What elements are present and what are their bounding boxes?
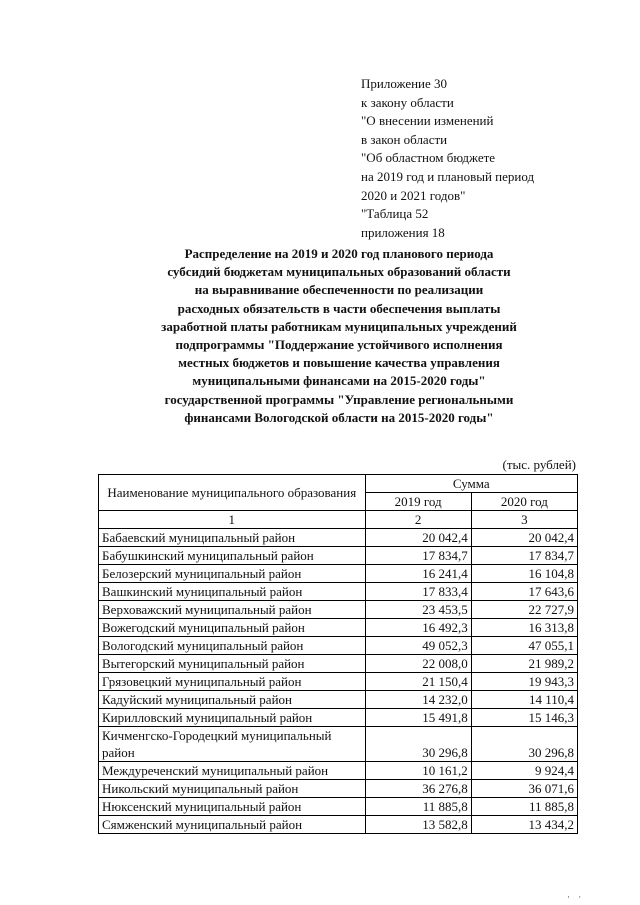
amount-2020: 47 055,1 xyxy=(471,637,577,655)
title-line: государственной программы "Управление региональными xyxy=(164,391,514,407)
title-line: расходных обязательств в части обеспечения выплаты xyxy=(177,300,501,316)
amount-2019: 21 150,4 xyxy=(365,673,471,691)
table-row xyxy=(99,529,578,547)
title-line: финансами Вологодской области на 2015-2020 годы" xyxy=(184,409,494,425)
amount-2020: 17 643,6 xyxy=(471,583,577,601)
header-sum: Сумма xyxy=(365,475,577,493)
amount-2019: 17 834,7 xyxy=(365,547,471,565)
title-line: на выравнивание обеспеченности по реализации xyxy=(194,282,484,298)
amount-2019: 10 161,2 xyxy=(365,762,471,780)
column-number: 2 xyxy=(365,511,471,529)
table-row xyxy=(99,583,578,601)
appendix-line: приложения 18 xyxy=(361,224,445,240)
table-row xyxy=(99,780,578,798)
amount-2019: 49 052,3 xyxy=(365,637,471,655)
table-row xyxy=(99,673,578,691)
municipality-name: Бабушкинский муниципальный район xyxy=(99,547,366,565)
table-row xyxy=(99,619,578,637)
amount-2019: 23 453,5 xyxy=(365,601,471,619)
units-label: (тыс. рублей) xyxy=(502,457,576,472)
column-number: 1 xyxy=(99,511,366,529)
amount-2019: 16 492,3 xyxy=(365,619,471,637)
table-row xyxy=(99,798,578,816)
amount-2020: 16 313,8 xyxy=(471,619,577,637)
title-line: Распределение на 2019 и 2020 год планового периода xyxy=(184,246,494,261)
amount-2020: 16 104,8 xyxy=(471,565,577,583)
amount-2019: 22 008,0 xyxy=(365,655,471,673)
table-row xyxy=(99,565,578,583)
municipality-name: Верховажский муниципальный район xyxy=(99,601,366,619)
amount-2019: 36 276,8 xyxy=(365,780,471,798)
table-row xyxy=(99,709,578,727)
title-line: субсидий бюджетам муниципальных образований области xyxy=(167,264,511,280)
table-row xyxy=(99,655,578,673)
appendix-line: "Об областном бюджете xyxy=(361,150,496,166)
municipality-name: Белозерский муниципальный район xyxy=(99,565,366,583)
municipality-name: Сямженский муниципальный район xyxy=(99,816,366,834)
page-marks: · · xyxy=(567,892,585,902)
municipality-name: Нюксенский муниципальный район xyxy=(99,798,366,816)
amount-2020: 17 834,7 xyxy=(471,547,577,565)
table-row xyxy=(99,762,578,780)
amount-2020: 36 071,6 xyxy=(471,780,577,798)
appendix-line: "Таблица 52 xyxy=(361,206,429,222)
appendix-line: 2020 и 2021 годов" xyxy=(361,187,466,203)
municipality-name: Междуреченский муниципальный район xyxy=(99,762,366,780)
municipality-name: Грязовецкий муниципальный район xyxy=(99,673,366,691)
table-row xyxy=(99,637,578,655)
amount-2019: 15 491,8 xyxy=(365,709,471,727)
title-line: подпрограммы "Поддержание устойчивого исполнения xyxy=(175,337,503,353)
header-2019: 2019 год xyxy=(365,493,471,511)
municipality-name: Вытегорский муниципальный район xyxy=(99,655,366,673)
appendix-line: на 2019 год и плановый период xyxy=(361,168,535,184)
amount-2020: 11 885,8 xyxy=(471,798,577,816)
amount-2019: 30 296,8 xyxy=(365,727,471,762)
column-number: 3 xyxy=(471,511,577,529)
amount-2020: 20 042,4 xyxy=(471,529,577,547)
table-row xyxy=(99,601,578,619)
table-row xyxy=(99,727,578,762)
title-line: местных бюджетов и повышение качества управления xyxy=(178,355,500,371)
amount-2020: 13 434,2 xyxy=(471,816,577,834)
municipality-name: Бабаевский муниципальный район xyxy=(99,529,366,547)
municipality-name: Кичменгско-Городецкий муниципальный район xyxy=(99,727,366,762)
document-title xyxy=(100,245,578,427)
amount-2019: 11 885,8 xyxy=(365,798,471,816)
table-body xyxy=(99,529,578,834)
amount-2020: 15 146,3 xyxy=(471,709,577,727)
title-line: муниципальными финансами на 2015-2020 годы" xyxy=(192,373,486,389)
appendix-line: Приложение 30 xyxy=(361,76,448,91)
municipality-name: Кадуйский муниципальный район xyxy=(99,691,366,709)
table-row xyxy=(99,691,578,709)
appendix-note xyxy=(361,75,534,242)
amount-2020: 9 924,4 xyxy=(471,762,577,780)
municipality-name: Вологодский муниципальный район xyxy=(99,637,366,655)
municipality-name: Кирилловский муниципальный район xyxy=(99,709,366,727)
appendix-line: к закону области xyxy=(361,94,454,110)
table-row xyxy=(99,816,578,834)
header-name: Наименование муниципального образования xyxy=(99,475,366,511)
municipality-name: Никольский муниципальный район xyxy=(99,780,366,798)
municipality-name: Вожегодский муниципальный район xyxy=(99,619,366,637)
amount-2020: 21 989,2 xyxy=(471,655,577,673)
amount-2019: 17 833,4 xyxy=(365,583,471,601)
amount-2020: 22 727,9 xyxy=(471,601,577,619)
appendix-line: "О внесении изменений xyxy=(361,113,494,129)
amount-2020: 19 943,3 xyxy=(471,673,577,691)
subsidy-table xyxy=(98,474,578,834)
table-row xyxy=(99,547,578,565)
amount-2019: 14 232,0 xyxy=(365,691,471,709)
title-line: заработной платы работникам муниципальных учреждений xyxy=(161,318,517,334)
amount-2019: 16 241,4 xyxy=(365,565,471,583)
amount-2019: 20 042,4 xyxy=(365,529,471,547)
amount-2019: 13 582,8 xyxy=(365,816,471,834)
amount-2020: 14 110,4 xyxy=(471,691,577,709)
header-2020: 2020 год xyxy=(471,493,577,511)
appendix-line: в закон области xyxy=(361,131,448,147)
amount-2020: 30 296,8 xyxy=(471,727,577,762)
municipality-name: Вашкинский муниципальный район xyxy=(99,583,366,601)
